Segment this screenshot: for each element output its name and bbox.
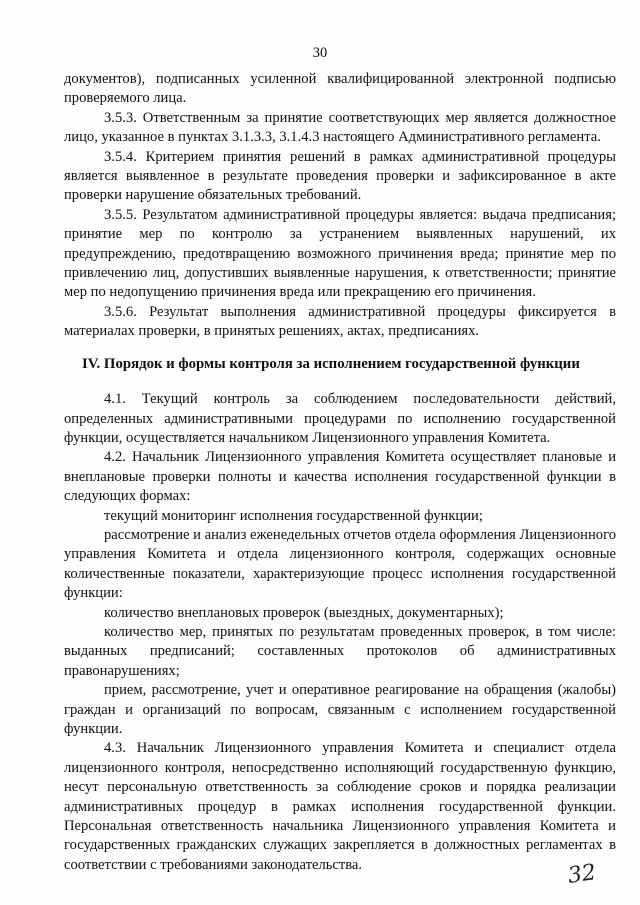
- paragraph-4-3: 4.3. Начальник Лицензионного управления Комитета и специалист отдела лицензионного контроля, непосредственно исполняющий государственную функцию, несут персональную ответственность за соблюдение сроков и порядка реализации административных процедур в рамках исполнения государственной функции. Персональная ответственность начальника Лицензионного управления Комитета и государственных гражданских служащих закрепляется в должностных регламентах в соответствии с требованиями законодательства.: [64, 740, 616, 873]
- paragraph-3-5-3: 3.5.3. Ответственным за принятие соответствующих мер является должностное лицо, указанное в пунктах 3.1.3.3, 3.1.4.3 настоящего Административного регламента.: [64, 109, 616, 146]
- paragraph-3-5-5: 3.5.5. Результатом административной процедуры является: выдача предписания; принятие мер по контролю за устранением выявленных нарушений, их предупреждению, предотвращению возможного причинения вреда; принятие мер по привлечению лиц, допустивших выявленные нарушения, к ответственности; принятие мер по недопущению причинения вреда или прекращению его причинения.: [64, 206, 616, 301]
- page-number: 30: [312, 45, 328, 61]
- list-item-complaints: прием, рассмотрение, учет и оперативное реагирование на обращения (жалобы) граждан и организаций по вопросам, связанным с исполнением государственной функции.: [64, 682, 616, 737]
- document-body: [64, 70, 616, 875]
- paragraph-3-5-6: 3.5.6. Результат выполнения административной процедуры фиксируется в материалах проверки, в принятых решениях, актах, предписаниях.: [64, 303, 616, 340]
- paragraph-3-5-4: 3.5.4. Критерием принятия решений в рамках административной процедуры является выявленное в результате проведения проверки и зафиксированное в акте проверки нарушение обязательных требований.: [64, 148, 616, 204]
- list-item-unscheduled-checks: количество внеплановых проверок (выездных, документарных);: [104, 604, 504, 621]
- list-item-reports-review: рассмотрение и анализ еженедельных отчетов отдела оформления Лицензионного управления Комитета и отдела лицензионного контроля, содержащих основные количественные показатели, характеризующие процесс исполнения государственной функции:: [64, 526, 616, 602]
- paragraph-4-1: 4.1. Текущий контроль за соблюдением последовательности действий, определенных административными процедурами по исполнению государственной функции, осуществляется начальником Лицензионного управления Комитета.: [64, 391, 616, 446]
- list-item-measures: количество мер, принятых по результатам проведенных проверок, в том числе: выданных предписаний; составленных протоколов об административных правонарушениях;: [64, 623, 616, 679]
- paragraph-continuation: документов), подписанных усиленной квалифицированной электронной подписью проверяемого лица.: [64, 71, 616, 107]
- list-item-monitoring: текущий мониторинг исполнения государственной функции;: [104, 507, 483, 524]
- handwritten-page-number: 32: [566, 860, 598, 889]
- section-heading: IV. Порядок и формы контроля за исполнением государственной функции: [82, 355, 580, 372]
- paragraph-4-2: 4.2. Начальник Лицензионного управления Комитета осуществляет плановые и внеплановые проверки полноты и качества исполнения государственной функции в следующих формах:: [64, 449, 616, 505]
